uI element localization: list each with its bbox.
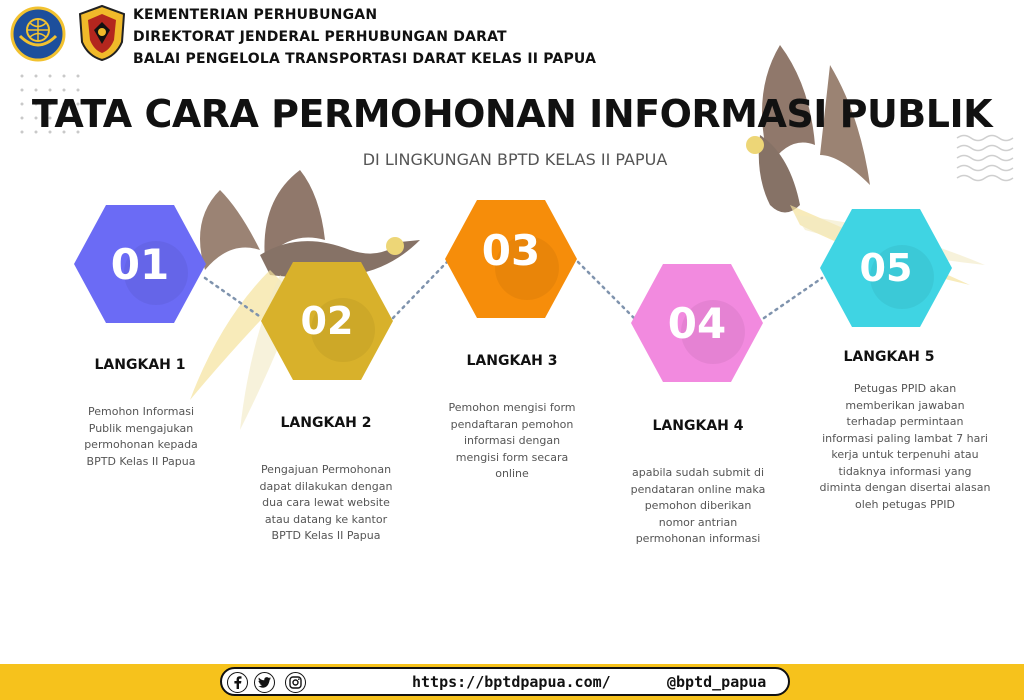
step-3-description: Pemohon mengisi form pendaftaran pemohon informasi dengan mengisi form secara online bbox=[448, 401, 576, 480]
footer-contact-bar bbox=[220, 667, 790, 696]
step-2-description: Pengajuan Permohonan dapat dilakukan dengan dua cara lewat website atau datang ke kantor BPTD Kelas II Papua bbox=[259, 463, 393, 542]
step-5-hexagon bbox=[818, 207, 954, 329]
instagram-icon[interactable] bbox=[285, 672, 306, 693]
step-4-title: LANGKAH 4 bbox=[652, 418, 744, 434]
step-2-number: 02 bbox=[300, 299, 354, 343]
page-subtitle: DI LINGKUNGAN BPTD KELAS II PAPUA bbox=[362, 150, 668, 169]
org-line-directorate: DIREKTORAT JENDERAL PERHUBUNGAN DARAT bbox=[133, 29, 507, 45]
facebook-icon[interactable] bbox=[227, 672, 248, 693]
twitter-icon[interactable] bbox=[254, 672, 275, 693]
social-handle: @bptd_papua bbox=[667, 673, 767, 691]
step-5-description: Petugas PPID akan memberikan jawaban terhadap permintaan informasi paling lambat 7 hari kerja untuk terpenuhi atau tidaknya informasi yang diminta dengan disertai alasan oleh petugas PPID bbox=[819, 382, 991, 511]
step-3-hexagon bbox=[443, 198, 579, 320]
org-line-balai: BALAI PENGELOLA TRANSPORTASI DARAT KELAS II PAPUA bbox=[133, 51, 597, 67]
step-2-hexagon bbox=[259, 260, 395, 382]
step-4-description: apabila sudah submit di pendataran online maka pemohon diberikan nomor antrian permohonan informasi bbox=[630, 466, 766, 545]
step-1-hexagon bbox=[72, 203, 208, 325]
org-line-ministry: KEMENTERIAN PERHUBUNGAN bbox=[133, 7, 378, 23]
step-1-title: LANGKAH 1 bbox=[94, 357, 186, 373]
step-2-title: LANGKAH 2 bbox=[280, 415, 372, 431]
step-5-number: 05 bbox=[859, 246, 913, 290]
step-4-hexagon bbox=[629, 262, 765, 384]
step-3-title: LANGKAH 3 bbox=[466, 353, 558, 369]
step-1-description: Pemohon Informasi Publik mengajukan permohonan kepada BPTD Kelas II Papua bbox=[84, 405, 198, 468]
step-5-title: LANGKAH 5 bbox=[843, 349, 935, 365]
step-4-number: 04 bbox=[667, 298, 727, 348]
step-1-number: 01 bbox=[110, 239, 170, 289]
step-3-number: 03 bbox=[481, 225, 541, 275]
website-url-link[interactable]: https://bptdpapua.com/ bbox=[412, 673, 611, 691]
page-title: TATA CARA PERMOHONAN INFORMASI PUBLIK bbox=[31, 92, 993, 136]
